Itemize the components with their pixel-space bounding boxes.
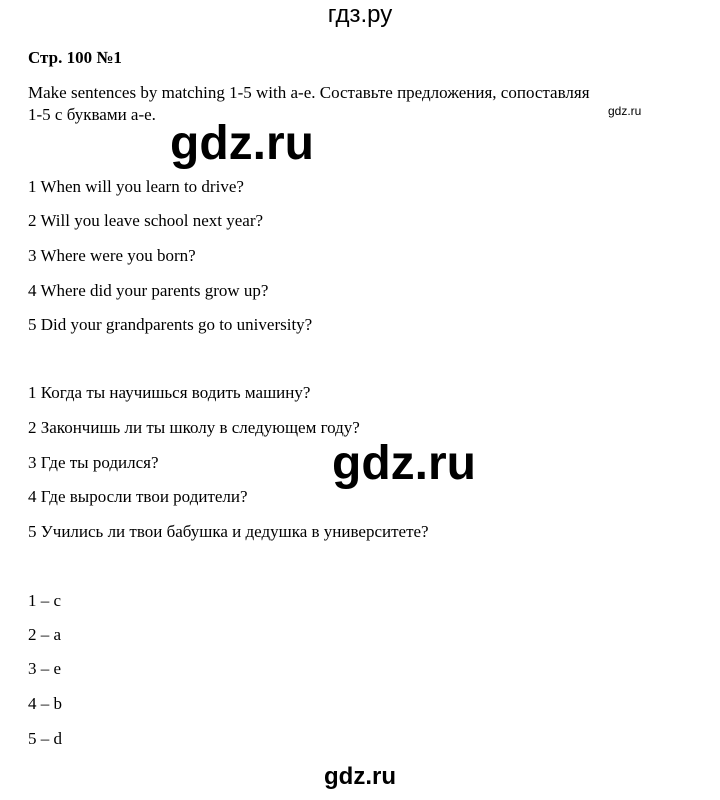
answer-1: 1 – c bbox=[28, 591, 62, 610]
watermark-small: gdz.ru bbox=[608, 104, 642, 118]
question-en-5: 5 Did your grandparents go to university? bbox=[28, 315, 313, 334]
answer-4: 4 – b bbox=[28, 694, 62, 713]
site-header-title[interactable]: гдз.ру bbox=[327, 1, 393, 28]
question-en-2: 2 Will you leave school next year? bbox=[28, 211, 264, 230]
answer-3: 3 – e bbox=[28, 659, 62, 678]
instructions-line-2: 1-5 с буквами a-e. bbox=[28, 105, 156, 124]
question-ru-5: 5 Учились ли твои бабушка и дедушка в университете? bbox=[28, 522, 429, 541]
footer-watermark: gdz.ru bbox=[324, 763, 396, 790]
answer-2: 2 – a bbox=[28, 625, 62, 644]
watermark-top: gdz.ru bbox=[170, 117, 314, 170]
question-en-1: 1 When will you learn to drive? bbox=[28, 177, 244, 196]
question-ru-2: 2 Закончишь ли ты школу в следующем году? bbox=[28, 418, 360, 437]
question-ru-3: 3 Где ты родился? bbox=[28, 453, 159, 472]
question-ru-1: 1 Когда ты научишься водить машину? bbox=[28, 383, 311, 402]
page-reference: Стр. 100 №1 bbox=[28, 48, 122, 67]
watermark-middle: gdz.ru bbox=[332, 437, 476, 490]
question-en-4: 4 Where did your parents grow up? bbox=[28, 281, 269, 300]
question-en-3: 3 Where were you born? bbox=[28, 246, 196, 265]
instructions-line-1: Make sentences by matching 1-5 with a-e. Составьте предложения, сопоставляя bbox=[28, 83, 590, 102]
question-ru-4: 4 Где выросли твои родители? bbox=[28, 487, 248, 506]
answer-5: 5 – d bbox=[28, 729, 62, 748]
